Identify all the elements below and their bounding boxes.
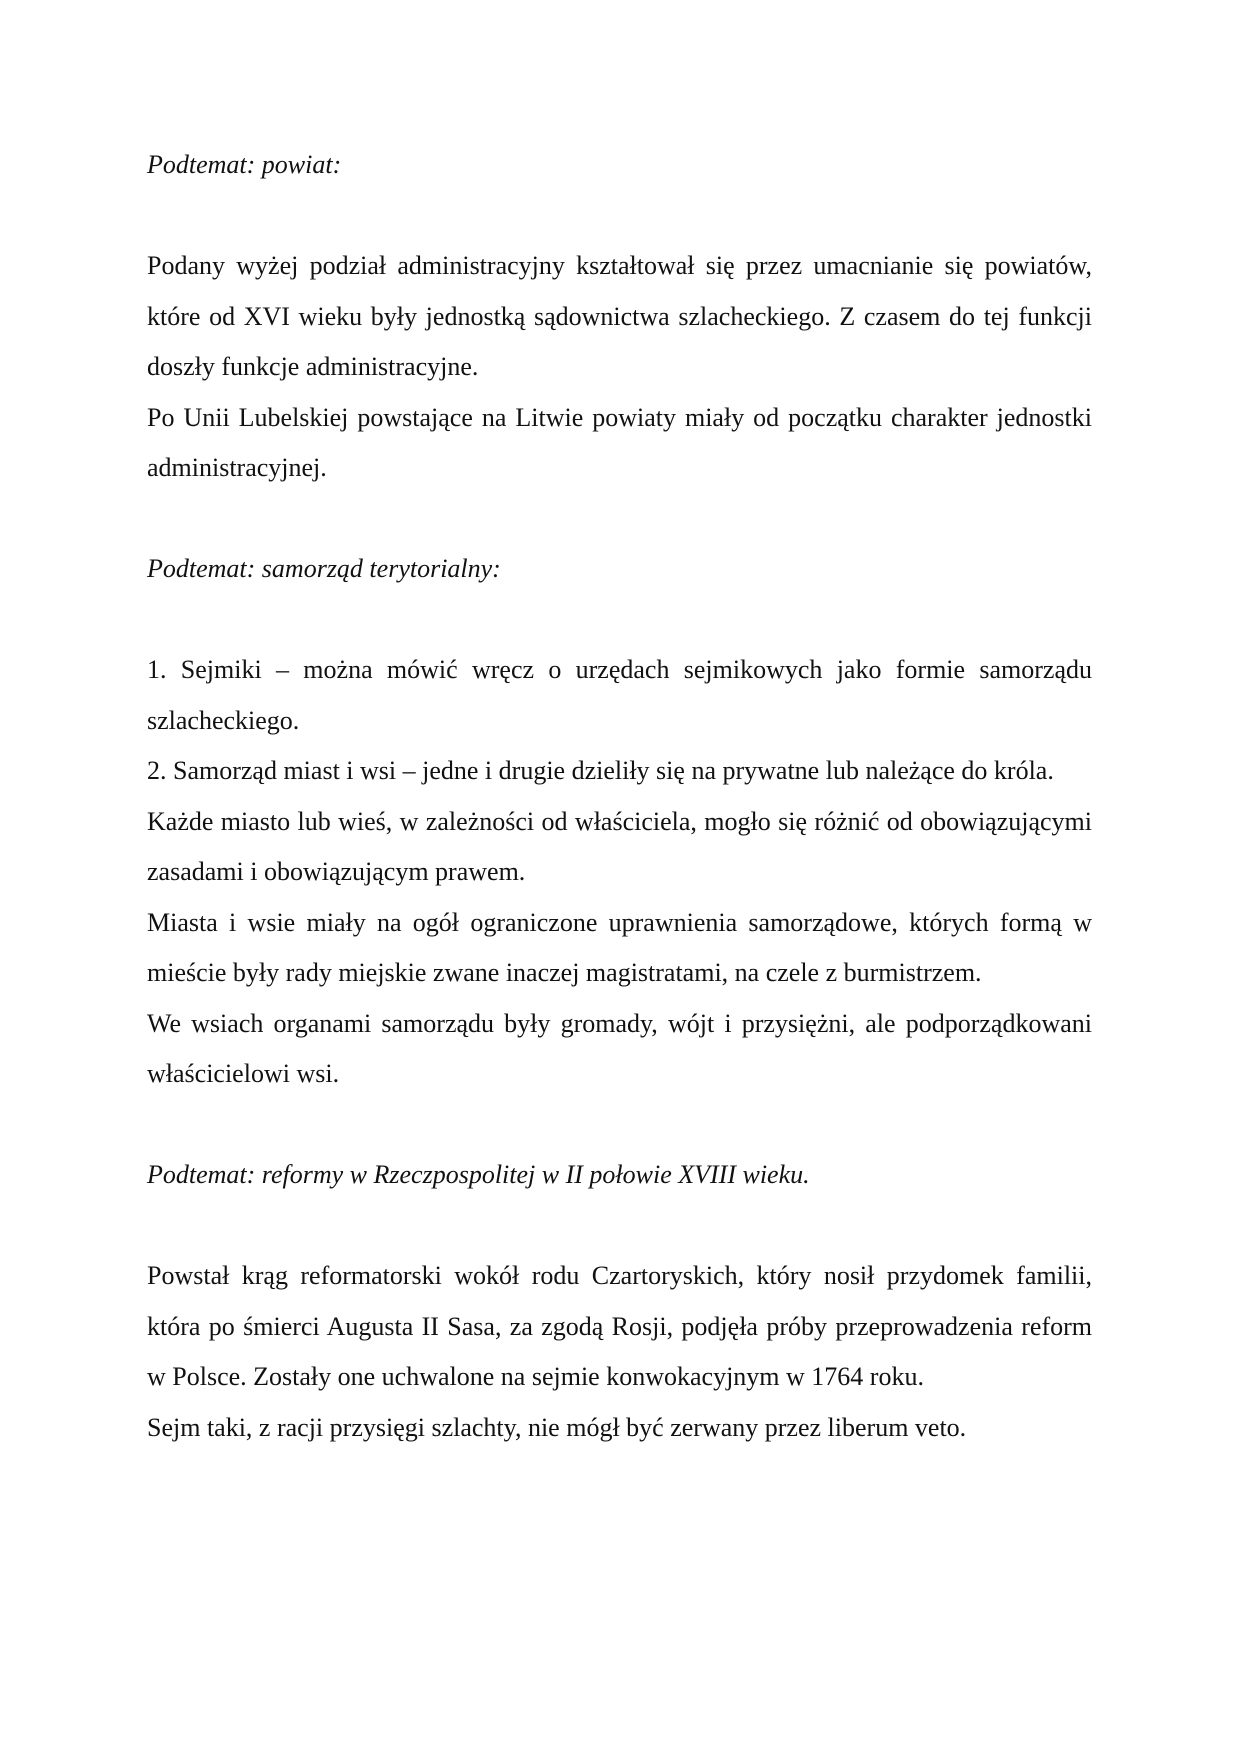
section-heading-powiat: Podtemat: powiat: xyxy=(147,150,342,179)
spacer xyxy=(147,595,1092,646)
section-heading-reformy: Podtemat: reformy w Rzeczpospolitej w II połowie XVIII wieku. xyxy=(147,1160,810,1189)
paragraph: Miasta i wsie miały na ogół ograniczone uprawnienia samorządowe, których formą w mieście były rady miejskie zwane inaczej magistratami, na czele z burmistrzem. xyxy=(147,907,1092,987)
paragraph: Powstał krąg reformatorski wokół rodu Czartoryskich, który nosił przydomek familii, która po śmierci Augusta II Sasa, za zgodą Rosji, podjęła próby przeprowadzenia reform w Polsce. Zostały one uchwalone na sejmie konwokacyjnym w 1764 roku. xyxy=(147,1261,1092,1391)
paragraph: Sejm taki, z racji przysięgi szlachty, nie mógł być zerwany przez liberum veto. xyxy=(147,1412,967,1442)
paragraph: We wsiach organami samorządu były gromady, wójt i przysiężni, ale podporządkowani właścicielowi wsi. xyxy=(147,1008,1092,1088)
paragraph: Po Unii Lubelskiej powstające na Litwie powiaty miały od początku charakter jednostki administracyjnej. xyxy=(147,402,1092,482)
paragraph: Podany wyżej podział administracyjny kształtował się przez umacnianie się powiatów, które od XVI wieku były jednostką sądownictwa szlacheckiego. Z czasem do tej funkcji doszły funkcje administracyjne. xyxy=(147,251,1092,381)
section-heading-samorzad: Podtemat: samorząd terytorialny: xyxy=(147,554,501,583)
paragraph: 1. Sejmiki – można mówić wręcz o urzędach sejmikowych jako formie samorządu szlacheckiego. xyxy=(147,655,1092,735)
spacer xyxy=(147,191,1092,242)
spacer xyxy=(147,1100,1092,1151)
spacer xyxy=(147,494,1092,545)
document-page xyxy=(147,140,1092,1453)
paragraph: Każde miasto lub wieś, w zależności od właściciela, mogło się różnić od obowiązującymi zasadami i obowiązującym prawem. xyxy=(147,806,1092,886)
spacer xyxy=(147,1201,1092,1252)
paragraph: 2. Samorząd miast i wsi – jedne i drugie dzieliły się na prywatne lub należące do króla. xyxy=(147,756,1054,785)
